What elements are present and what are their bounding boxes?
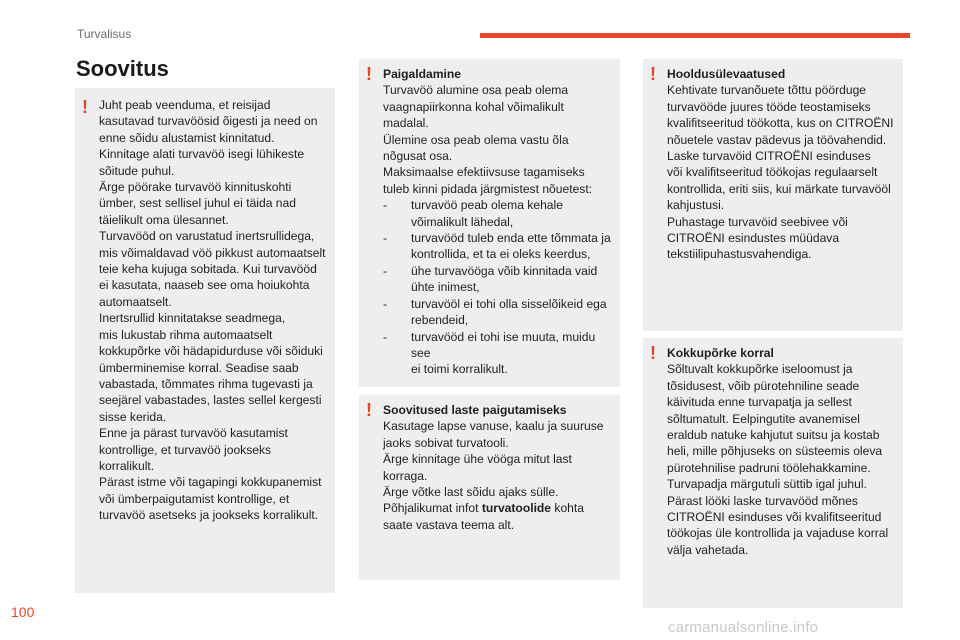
text-line: Kehtivate turvanõuete tõttu pöörduge [667,83,867,98]
text-line: - ühe turvavööga võib kinnitada vaid [411,263,598,278]
box-heading: Paigaldamine [383,67,461,81]
text-line: sõltumatult. Eelpingutite avanemisel [667,411,860,426]
text-line: kasutavad turvavöösid õigesti ja need on [99,114,318,129]
text-line: kontrollige, et turvavöö jookseks [99,442,272,457]
text-line: korraga. [383,468,428,483]
text-line: Turvavöö alumine osa peab olema [383,83,569,98]
text-line: madalal. [383,116,429,131]
text-line: Sõltuvalt kokkupõrke iseloomust ja [667,362,853,377]
text-line: Puhastage turvavöid seebivee või [667,214,848,229]
text-line: Juht peab veenduma, et reisijad [99,98,271,112]
text-line: töökojas üle kontrollida ja vajaduse korral [667,526,889,541]
text-line: ümberminemise korral. Seadise saab [99,360,299,375]
text-line: sisse kerida. [99,409,167,424]
text-line: teie keha kujuga sobitada. Kui turvavööd [99,262,317,277]
text-line: kokkupõrke või hädapidurduse või sõiduki [99,344,323,359]
warning-box-installation [359,59,620,387]
text-line: jaoks sobivat turvatooli. [383,435,509,450]
text-line: või kvalifitseeritud töökojas regulaarselt [667,165,878,180]
exclamation-mark-icon: ! [366,400,372,420]
box-text [667,82,895,262]
text-line: tekstiilipuhastusvahendiga. [667,247,812,262]
text-line: tõsidusest, võib pürotehniline seade [667,378,860,393]
watermark: carmanualsonline.info [668,619,819,636]
text-line: Ärge kinnitage ühe vööga mitut last [383,452,572,467]
text-line: rebendeid, [411,313,469,328]
text-line: välja vahetada. [667,542,749,557]
text-line: kvalifitseeritud töökotta, kus on CITROËNI [667,116,894,131]
child-seats-term: turvatoolide [481,501,552,516]
text-line: Pärast lööki laske turvavööd mõnes [667,493,858,508]
section-label: Turvalisus [77,27,132,41]
list-item [383,230,612,263]
text-line: sõitude puhul. [99,163,175,178]
text-line: Kasutage lapse vanuse, kaalu ja suuruse [383,419,604,434]
requirements-list [383,197,612,377]
text-line: CITROËNI esindustes müüdava [667,231,840,246]
exclamation-mark-icon: ! [650,343,656,363]
box-text-reference: Põhjalikumat infot turvatoolide kohta [383,501,584,516]
text-line: Turvavööd on varustatud inertsrullidega, [99,229,315,244]
text-line: ei kasutata, naaseb see oma hoiukohta [99,278,310,293]
text-line: Ärge võtke last sõidu ajaks sülle. [383,485,559,500]
exclamation-mark-icon: ! [650,64,656,84]
text-line: CITROËNI esinduses või kvalifitseeritud [667,510,882,525]
text-line: - turvavööl ei tohi olla sisselõikeid ega [411,296,607,311]
text-line: kahjustusi. [667,198,725,213]
box-text [667,361,895,558]
exclamation-mark-icon: ! [366,64,372,84]
text-line: Pärast istme või tagapingi kokkupanemist [99,475,322,490]
text-line: kontrollida, eriti siis, kui märkate turvavööl [667,181,891,196]
text-line: nõuetele vastav pädevus ja töövahendid. [667,132,887,147]
text-line: automaatselt. [99,294,172,309]
box-heading: Soovitused laste paigutamiseks [383,403,567,417]
text-line: eraldub natuke kahjutut suitsu ja kostab [667,428,880,443]
text-line: - turvavööd ei tohi ise muuta, muidu see [411,329,596,360]
text-line: ühte inimest, [411,280,480,295]
box-text-reference-end: saate vastava teema alt. [383,517,515,532]
box-text [383,418,612,500]
text-line: nõgusat osa. [383,149,453,164]
text-line: täielikult oma ülesannet. [99,212,229,227]
page-title: Soovitus [76,56,169,81]
text-line: korralikult. [99,458,155,473]
text-line: Enne ja pärast turvavöö kasutamist [99,426,288,441]
list-item [383,263,612,296]
text-line: Inertsrullid kinnitatakse seadmega, [99,311,286,326]
text-line: - turvavöö peab olema kehale [411,198,563,213]
text-line: mis võimaldavad vöö pikkust automaatselt [99,245,326,260]
box-heading: Kokkupõrke korral [667,346,774,360]
warning-box-collision [643,338,903,608]
text-line: seejärel vabastades, lastes sellel kergesti [99,393,322,408]
text-line: pürotehnilise padruni töölehakkamine. [667,460,871,475]
text-line: - turvavööd tuleb enda ette tõmmata ja [411,231,611,246]
text-line: heli, mille põhjuseks on süsteemis oleva [667,444,883,459]
warning-box-maintenance [643,59,903,331]
text-line: ümber, sest sellisel juhul ei täida nad [99,196,296,211]
text-line: Ülemine osa peab olema vastu õla [383,132,569,147]
header-accent-bar [480,33,910,38]
box-text [383,82,612,197]
warning-box-general [75,88,335,593]
text-line: vabastada, tõmmates rihma tugevasti ja [99,376,313,391]
text-line: Turvapadja märgutuli süttib igal juhul. [667,477,867,492]
text-line: enne sõidu alustamist kinnitatud. [99,130,275,145]
list-item [383,296,612,329]
exclamation-mark-icon: ! [82,97,88,117]
text-line: ei toimi korralikult. [411,362,508,377]
warning-text [99,97,327,524]
text-line: võimalikult lähedal, [411,214,514,229]
text-line: käivituda enne turvapatja ja sellest [667,395,852,410]
box-heading: Hooldusülevaatused [667,67,786,81]
warning-box-child-seats [359,395,620,580]
text-line: turvavööde juures tööde teostamiseks [667,99,871,114]
text-line: Laske turvavöid CITROËNI esinduses [667,149,871,164]
text-line: Maksimaalse efektiivsuse tagamiseks [383,165,585,180]
text-line: vaagnapiirkonna kohal võimalikult [383,99,564,114]
text-line: Kinnitage alati turvavöö isegi lühikeste [99,147,305,162]
text-line: või ümberpaigutamist kontrollige, et [99,491,290,506]
text-line: mis lukustab rihma automaatselt [99,327,273,342]
text-line: Ärge pöörake turvavöö kinnituskohti [99,180,292,195]
text-line: turvavöö asetseks ja jookseks korralikult. [99,508,319,523]
list-item [383,329,612,378]
list-item [383,197,612,230]
text-line: tuleb kinni pidada järgmistest nõuetest: [383,181,593,196]
page-number: 100 [11,604,35,620]
text-line: kontrollida, et ta ei oleks keerdus, [411,247,591,262]
